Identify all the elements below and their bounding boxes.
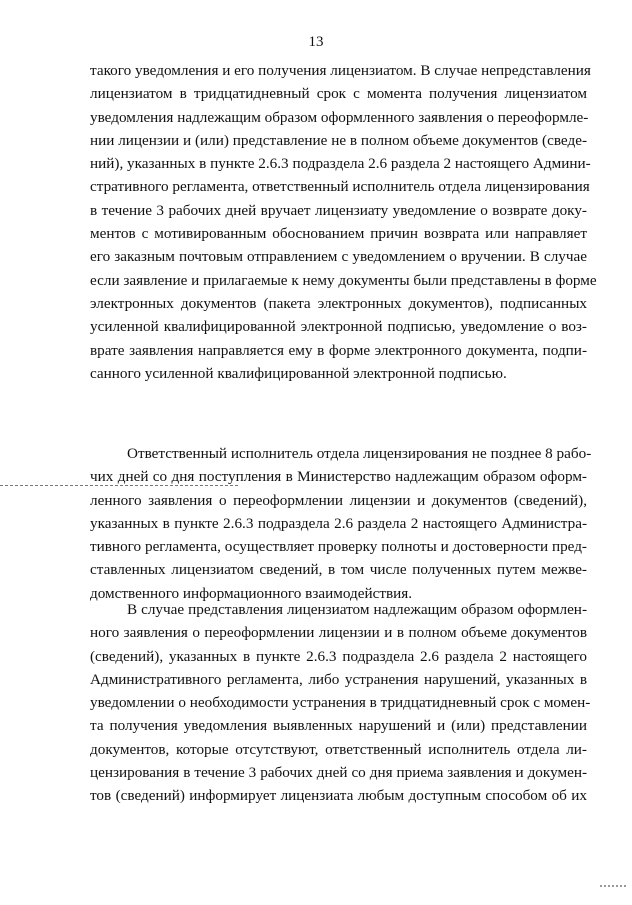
text-line: (сведений), указанных в пункте 2.6.3 подраздела 2.6 раздела 2 настоящего bbox=[90, 647, 587, 665]
text-line: врате заявления направляется ему в форме электронного документа, подпи- bbox=[90, 341, 587, 359]
text-line: уведомления надлежащим образом оформленного заявления о переоформле- bbox=[90, 108, 589, 126]
text-line: цензирования в течение 3 рабочих дней со дня приема заявления и докумен- bbox=[90, 764, 587, 782]
paragraph-1 bbox=[90, 59, 597, 385]
text-line: документов, которые отсутствуют, ответственный исполнитель отдела ли- bbox=[90, 740, 587, 758]
text-line: тивного регламента, осуществляет проверку полноты и достоверности пред- bbox=[90, 538, 587, 556]
text-line: в течение 3 рабочих дней вручает лицензиату уведомление о возврате доку- bbox=[90, 201, 587, 219]
text-line: лицензиатом в тридцатидневный срок с момента получения лицензиатом bbox=[90, 85, 587, 103]
paragraph-3 bbox=[90, 598, 591, 808]
text-line: ний), указанных в пункте 2.6.3 подраздела 2.6 раздела 2 настоящего Админи- bbox=[90, 155, 591, 173]
text-line: ного заявления о переоформлении лицензии и в полном объеме документов bbox=[90, 624, 587, 642]
text-line: электронных документов (пакета электронных документов), подписанных bbox=[90, 294, 587, 312]
page-number: 13 bbox=[308, 34, 324, 50]
text-line: ставленных лицензиатом сведений, в том числе полученных путем межве- bbox=[90, 561, 587, 579]
paragraph-2 bbox=[90, 442, 592, 605]
scan-artifact-line bbox=[0, 485, 238, 486]
text-line: Административного регламента, либо устранения нарушений, указанных в bbox=[90, 670, 587, 688]
text-line: такого уведомления и его получения лицензиатом. В случае непредставления bbox=[90, 62, 591, 79]
text-line: ленного заявления о переоформлении лицензии и документов (сведений), bbox=[90, 491, 587, 509]
text-line: ментов с мотивированным обоснованием причин возврата или направляет bbox=[90, 225, 587, 243]
text-line: чих дней со дня поступления в Министерство надлежащим образом оформ- bbox=[90, 468, 587, 486]
text-line: тов (сведений) информирует лицензиата любым доступным способом об их bbox=[90, 787, 587, 805]
text-line: усиленной квалифицированной электронной подписью, уведомление о воз- bbox=[90, 318, 587, 336]
text-line: стративного регламента, ответственный исполнитель отдела лицензирования bbox=[90, 178, 590, 196]
text-line: В случае представления лицензиатом надлежащим образом оформлен- bbox=[127, 601, 587, 618]
text-line: указанных в пункте 2.6.3 подраздела 2.6 раздела 2 настоящего Администра- bbox=[90, 514, 587, 532]
text-line: домственного информационного взаимодействия. bbox=[90, 584, 413, 602]
text-line: если заявление и прилагаемые к нему документы были представлены в форме bbox=[90, 271, 597, 289]
text-line: уведомлении о необходимости устранения в тридцатидневный срок с момен- bbox=[90, 694, 591, 712]
text-line: его заказным почтовым отправлением с уведомлением о вручении. В случае bbox=[90, 248, 587, 266]
text-line: Ответственный исполнитель отдела лицензирования не позднее 8 рабо- bbox=[127, 445, 592, 462]
text-line: нии лицензии и (или) представление не в полном объеме документов (сведе- bbox=[90, 131, 587, 149]
text-line: та получения уведомления выявленных нарушений и (или) представлении bbox=[90, 717, 587, 735]
scan-artifact-dots bbox=[600, 885, 626, 887]
text-line: санного усиленной квалифицированной электронной подписью. bbox=[90, 364, 507, 382]
